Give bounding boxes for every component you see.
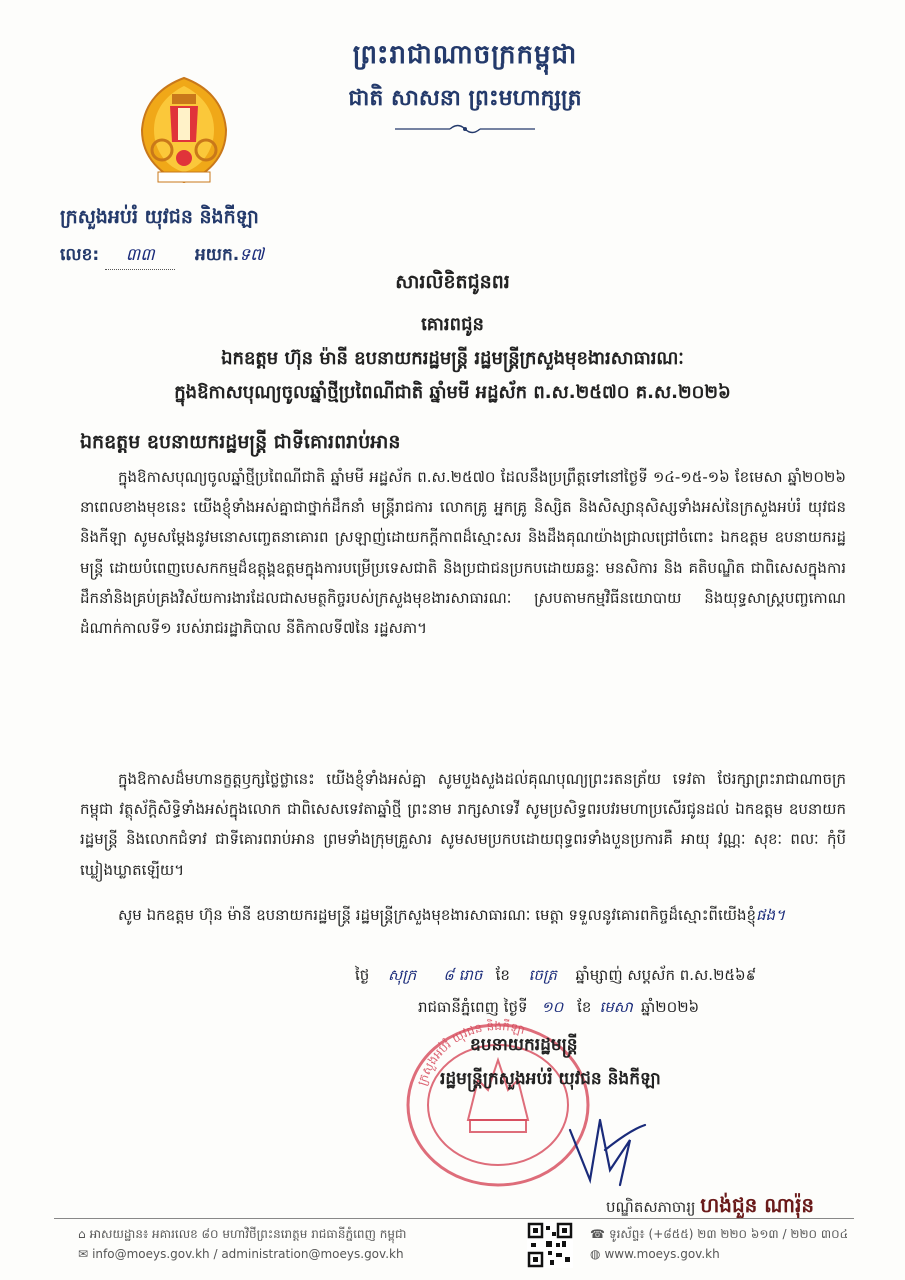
lunar-prefix: ថ្ងៃ: [355, 966, 370, 984]
lunar-day-hand: សុក្រ: [387, 966, 417, 984]
footer-website-text[interactable]: www.moeys.gov.kh: [604, 1247, 720, 1261]
seal-text: ក្រសួងអប់រំ យុវជន និងកីឡា: [414, 1018, 527, 1088]
footer-phone: [590, 1226, 848, 1244]
body-paragraph-1: ក្នុងឱកាសបុណ្យចូលឆ្នាំថ្មីប្រពៃណីជាតិ ឆ្នាំមមី អដ្ឋស័ក ព.ស.២៥៧០ ដែលនឹងប្រព្រឹត្តទៅនៅថ្ងៃទី ១៤-១៥-១៦ ខែមេសា ឆ្នាំ២០២៦ នាពេលខាងមុខនេះ យើងខ្ញុំទាំងអស់គ្នាជាថ្នាក់ដឹកនាំ មន្ត្រីរាជការ លោកគ្រូ អ្នកគ្រូ និស្សិត និងសិស្សានុសិស្សទាំងអស់នៃក្រសួងអប់រំ យុវជន និងកីឡា សូមសម្តែងនូវមនោសញ្ចេតនាគោរព ស្រឡាញ់ដោយកក្តីកាពដ៏ស្មោះសរ និងដឹងគុណយ៉ាងជ្រាលជ្រៅចំពោះ ឯកឧត្តម ឧបនាយករដ្ឋមន្ត្រី ដោយបំពេញបេសកកម្មដ៏ឧត្តុង្គឧត្តមក្នុងការបម្រើប្រទេសជាតិ និងប្រជាជនប្រកបដោយឆន្ទៈ មនសិការ និង គតិបណ្ឌិត ជាពិសេសក្នុងការដឹកនាំនិងគ្រប់គ្រងវិស័យការងារដែលជាសមត្ថកិច្ចរបស់ក្រសួងមុខងារសាធារណៈ ស្របតាមកម្មវិធីនយោបាយ និងយុទ្ធសាស្ត្របញ្ចកោណ ដំណាក់កាលទី១ របស់រាជរដ្ឋាភិបាល នីតិកាលទី៧នៃ រដ្ឋសភា។: [80, 468, 846, 638]
ornament-divider-icon: [390, 122, 540, 136]
body-paragraph-3: [80, 900, 846, 930]
kingdom-header: [300, 38, 630, 140]
solar-month-hand: មេសា: [599, 998, 633, 1016]
ministry-emblem-icon: [132, 72, 236, 190]
salutation: ឯកឧត្តម ឧបនាយករដ្ឋមន្ត្រី ជាទីគោរពរាប់អាន: [80, 431, 401, 453]
lunar-year: ឆ្នាំម្សាញ់ សប្តស័ក ព.ស.២៥៦៩: [575, 966, 757, 984]
mail-icon: ✉: [78, 1247, 89, 1261]
footer-address-text: អាសយដ្ឋាន៖ អគារលេខ ៨០ មហាវិថីព្រះនរោត្តម រាជធានីភ្នំពេញ កម្ពុជា: [89, 1227, 407, 1241]
globe-icon: ◍: [590, 1247, 601, 1261]
ministry-name: ក្រសួងអប់រំ យុវជន និងកីឡា: [60, 206, 259, 228]
month-prefix: ខែ: [495, 966, 510, 984]
ref-code-label: អយក.: [195, 245, 240, 265]
kingdom-title: ព្រះរាជាណាចក្រកម្ពុជា: [352, 40, 578, 70]
solar-day-hand: ១០: [541, 998, 564, 1016]
ref-label: លេខ:: [60, 245, 100, 265]
signer-name: ហង់ជួន ណារ៉ុន: [700, 1193, 815, 1217]
footer-phone-text: ទូរស័ព្ទ៖ (+៨៥៥) ២៣ ២២០ ៦១៣ / ២២០ ៣០៤: [608, 1227, 849, 1241]
footer-website[interactable]: [590, 1247, 720, 1261]
to-label: គោរពជូន: [421, 314, 484, 335]
ref-code-hand: ទ៧: [239, 245, 264, 265]
lunar-date-line: [355, 966, 756, 988]
solar-month-prefix: ខែ: [577, 998, 592, 1016]
recipient-line: ឯកឧត្តម ហ៊ុន ម៉ានី ឧបនាយករដ្ឋមន្ត្រី រដ្ឋមន្ត្រីក្រសួងមុខងារសាធារណៈ: [221, 348, 684, 369]
footer-address: [78, 1226, 406, 1244]
closing-text: សូម ឯកឧត្តម ហ៊ុន ម៉ានី ឧបនាយករដ្ឋមន្ត្រី រដ្ឋមន្ត្រីក្រសួងមុខងារសាធារណៈ មេត្តា ទទួលនូវគោរពកិច្ចដ៏ស្មោះពីយើងខ្ញុំ: [118, 906, 757, 924]
letter-type-title: សារលិខិតជូនពរ: [395, 271, 510, 293]
ref-number: ៣៣: [105, 244, 175, 270]
footer-email-text[interactable]: info@moeys.gov.kh / administration@moeys.gov.kh: [92, 1247, 404, 1261]
place-prefix: រាជធានីភ្នំពេញ ថ្ងៃទី: [418, 998, 528, 1016]
handwritten-signature-icon: [560, 1110, 650, 1190]
solar-year: ឆ្នាំ២០២៦: [640, 998, 700, 1016]
body-paragraph-2: ក្នុងឱកាសដ៏មហានក្ខត្តឫក្សថ្លៃថ្លានេះ យើងខ្ញុំទាំងអស់គ្នា សូមបួងសួងដល់គុណបុណ្យព្រះរតនត្រ័យ ទេវតា ថែរក្សាព្រះរាជាណាចក្រកម្ពុជា វត្ថុស័ក្តិសិទ្ធិទាំងអស់ក្នុងលោក ជាពិសេសទេវតាឆ្នាំថ្មី ព្រះនាម រាក្សសាទេវី សូមប្រសិទ្ធពរបវរមហាប្រសើរជូនដល់ ឯកឧត្តម ឧបនាយករដ្ឋមន្ត្រី និងលោកជំទាវ ជាទីគោរពរាប់អាន ព្រមទាំងក្រុមគ្រួសារ សូមសមប្រកបដោយពុទ្ធពរទាំងបួនប្រការគឺ អាយុ វណ្ណៈ សុខៈ ពលៈ កុំបីឃ្លៀងឃ្លាតឡើយ។: [80, 770, 846, 879]
occasion-line: ក្នុងឱកាសបុណ្យចូលឆ្នាំថ្មីប្រពៃណីជាតិ ឆ្នាំមមី អដ្ឋស័ក ព.ស.២៥៧០ គ.ស.២០២៦: [174, 382, 731, 403]
qr-code-icon: [527, 1222, 573, 1268]
signatory-title: ឧបនាយករដ្ឋមន្ត្រី: [470, 1035, 578, 1055]
lunar-num-hand: ៨ រោច: [443, 966, 483, 984]
footer-email[interactable]: [78, 1247, 404, 1261]
reference-line: [60, 244, 264, 270]
lunar-month-hand: ចេត្រ: [528, 966, 557, 984]
ref-code: [195, 245, 264, 265]
location-icon: ⌂: [78, 1227, 86, 1241]
signatory-role: រដ្ឋមន្ត្រីក្រសួងអប់រំ យុវជន និងកីឡា: [440, 1069, 661, 1089]
kingdom-motto: ជាតិ សាសនា ព្រះមហាក្សត្រ: [348, 85, 582, 111]
footer-divider: [54, 1218, 854, 1219]
phone-icon: ☎: [590, 1227, 605, 1241]
closing-handwritten: ផង។: [756, 906, 785, 924]
signer-prefix: បណ្ឌិតសភាចារ្យ: [606, 1198, 696, 1216]
